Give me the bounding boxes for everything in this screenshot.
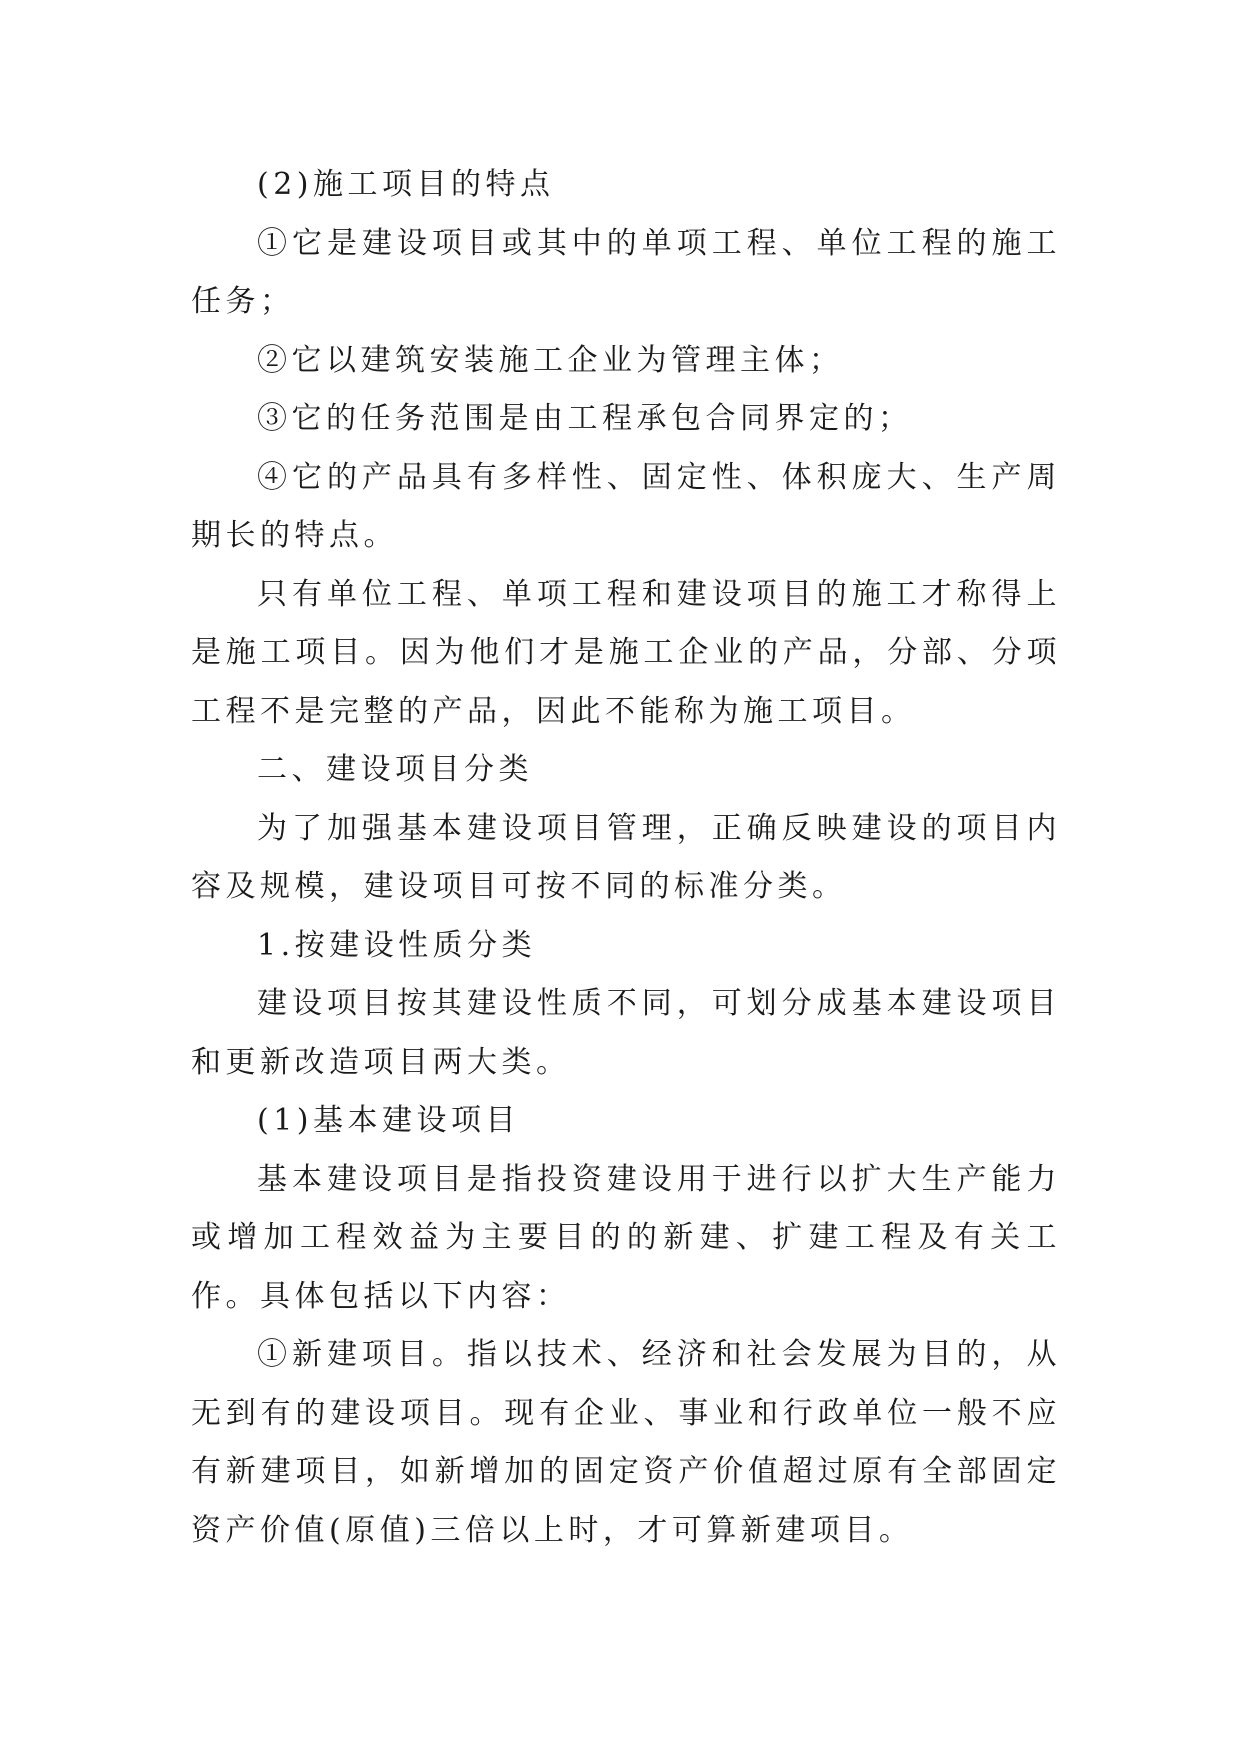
body-paragraph-classification-intro: 为了加强基本建设项目管理，正确反映建设的项目内容及规模，建设项目可按不同的标准分类。	[191, 810, 1061, 904]
feature-item-3: ③它的任务范围是由工程承包合同界定的；	[257, 401, 913, 436]
section-heading-classification: 二、建设项目分类	[257, 752, 533, 787]
subheading-basic-construction: (1)基本建设项目	[257, 1103, 520, 1138]
feature-item-4: ④它的产品具有多样性、固定性、体积庞大、生产周期长的特点。	[191, 459, 1061, 553]
body-paragraph-definition: 只有单位工程、单项工程和建设项目的施工才称得上是施工项目。因为他们才是施工企业的产品，分部、分项工程不是完整的产品，因此不能称为施工项目。	[191, 576, 1061, 729]
subheading-construction-project-features: (2)施工项目的特点	[257, 167, 555, 202]
document-body	[191, 156, 1061, 1560]
body-paragraph-new-project: ①新建项目。指以技术、经济和社会发展为目的，从无到有的建设项目。现有企业、事业和行政单位一般不应有新建项目，如新增加的固定资产价值超过原有全部固定资产价值(原值)三倍以上时，才可算新建项目。	[191, 1337, 1061, 1548]
body-paragraph-basic-construction: 基本建设项目是指投资建设用于进行以扩大生产能力或增加工程效益为主要目的的新建、扩建工程及有关工作。具体包括以下内容：	[191, 1161, 1061, 1314]
subheading-by-nature: 1.按建设性质分类	[257, 927, 537, 963]
feature-item-2: ②它以建筑安装施工企业为管理主体；	[257, 342, 844, 378]
body-paragraph-by-nature: 建设项目按其建设性质不同，可划分成基本建设项目和更新改造项目两大类。	[191, 986, 1061, 1080]
feature-item-1: ①它是建设项目或其中的单项工程、单位工程的施工任务；	[191, 225, 1061, 319]
